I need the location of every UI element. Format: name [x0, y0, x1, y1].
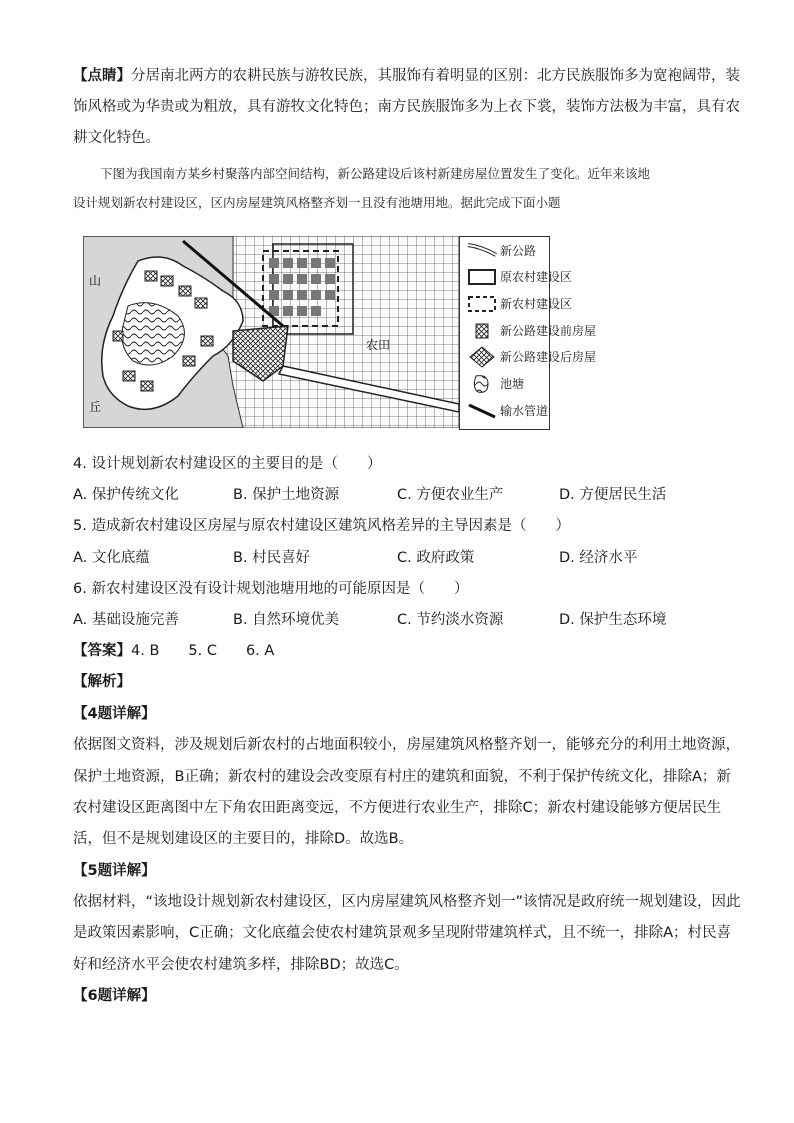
new-road-icon	[464, 239, 500, 263]
water-pipe-icon	[464, 399, 500, 423]
legend-row	[460, 319, 597, 343]
question-5-option-a: A. 文化底蕴	[73, 550, 150, 566]
detail-4-tag: 【4题详解】	[73, 706, 156, 722]
legend-text: 新农村建设区	[500, 297, 573, 311]
question-6-option-a: A. 基础设施完善	[73, 612, 179, 628]
answer-line	[73, 639, 274, 660]
old-village-area-icon	[464, 265, 500, 289]
dianjing-line-1	[73, 64, 740, 85]
house-before-road-icon	[464, 319, 500, 343]
legend-row	[460, 292, 573, 316]
legend-text: 新公路	[500, 244, 537, 258]
detail-5-line-1: 依据材料，“该地设计规划新农村建设区，区内房屋建筑风格整齐划一”该情况是政府统一规划建设，因此	[73, 894, 741, 910]
new-village-area-icon	[464, 292, 500, 316]
legend-text: 输水管道	[500, 404, 549, 418]
detail-5-line-2: 是政策因素影响，C正确；文化底蕴会使农村建筑景观多呈现附带建筑样式，且不统一，排除A；村民喜	[73, 925, 732, 941]
dianjing-tag: 【点睛】	[73, 68, 131, 84]
dianjing-text-1: 分居南北两方的农耕民族与游牧民族，其服饰有着明显的区别：北方民族服饰多为宽袍阔带，装	[131, 68, 740, 84]
question-4-option-d: D. 方便居民生活	[559, 487, 667, 503]
intro-line-2: 设计规划新农村建设区，区内房屋建筑风格整齐划一且没有池塘用地。据此完成下面小题	[73, 195, 561, 210]
question-5-stem: 5. 造成新农村建设区房屋与原农村建设区建筑风格差异的主导因素是（ ）	[73, 518, 570, 534]
question-6-stem: 6. 新农村建设区没有设计规划池塘用地的可能原因是（ ）	[73, 581, 469, 597]
legend-row	[460, 399, 551, 423]
question-4-option-a: A. 保护传统文化	[73, 487, 179, 503]
question-4-stem: 4. 设计规划新农村建设区的主要目的是（ ）	[73, 456, 382, 472]
detail-4-line-4: 活，但不是规划建设区的主要目的，排除D。故选B。	[73, 831, 414, 847]
question-6-option-b: B. 自然环境优美	[233, 612, 340, 628]
pond-icon	[464, 372, 500, 396]
legend-text: 新公路建设前房屋	[500, 324, 597, 338]
answer-tag: 【答案】	[73, 643, 131, 659]
detail-4-line-3: 农村建设区距离图中左下角农田距离变远，不方便进行农业生产，排除C；新农村建设能够方便居民生	[73, 800, 722, 816]
dianjing-line-3: 耕文化特色。	[73, 130, 160, 146]
detail-5-line-3: 好和经济水平会使农村建筑多样，排除BD；故选C。	[73, 957, 409, 973]
intro-line-1: 下图为我国南方某乡村聚落内部空间结构，新公路建设后该村新建房屋位置发生了变化。近年来该地	[100, 166, 651, 181]
question-5-option-d: D. 经济水平	[559, 550, 638, 566]
question-6-option-c: C. 节约淡水资源	[397, 612, 504, 628]
legend-text: 新公路建设后房屋	[500, 350, 597, 364]
detail-6-tag: 【6题详解】	[73, 988, 156, 1004]
detail-4-line-1: 依据图文资料，涉及规划后新农村的占地面积较小，房屋建筑风格整齐划一，能够充分的利用土地资源，	[73, 737, 740, 753]
map-legend	[459, 236, 597, 430]
label-shan: 山	[89, 274, 102, 288]
legend-row	[460, 372, 551, 396]
legend-row	[460, 239, 551, 263]
analysis-tag: 【解析】	[73, 674, 131, 690]
answer-text: 4. B 5. C 6. A	[131, 643, 275, 659]
house-after-road-icon	[464, 345, 500, 369]
question-4-option-c: C. 方便农业生产	[397, 487, 504, 503]
question-5-option-c: C. 政府政策	[397, 550, 475, 566]
legend-row	[460, 345, 597, 369]
question-4-option-b: B. 保护土地资源	[233, 487, 340, 503]
question-5-option-b: B. 村民喜好	[233, 550, 311, 566]
legend-text: 池塘	[500, 377, 525, 391]
label-farmland: 农田	[366, 338, 391, 352]
question-6-option-d: D. 保护生态环境	[559, 612, 667, 628]
legend-row	[460, 265, 573, 289]
detail-4-line-2: 保护土地资源，B正确；新农村的建设会改变原有村庄的建筑和面貌，不利于保护传统文化，排除A；新	[73, 769, 731, 785]
detail-5-tag: 【5题详解】	[73, 863, 156, 879]
label-qiu: 丘	[89, 400, 102, 414]
village-map	[83, 236, 459, 428]
dianjing-line-2: 饰风格或为华贵或为粗放，具有游牧文化特色；南方民族服饰多为上衣下裳，装饰方法极为丰富，具有农	[73, 99, 740, 115]
village-map-svg	[83, 236, 459, 428]
legend-text: 原农村建设区	[500, 270, 573, 284]
